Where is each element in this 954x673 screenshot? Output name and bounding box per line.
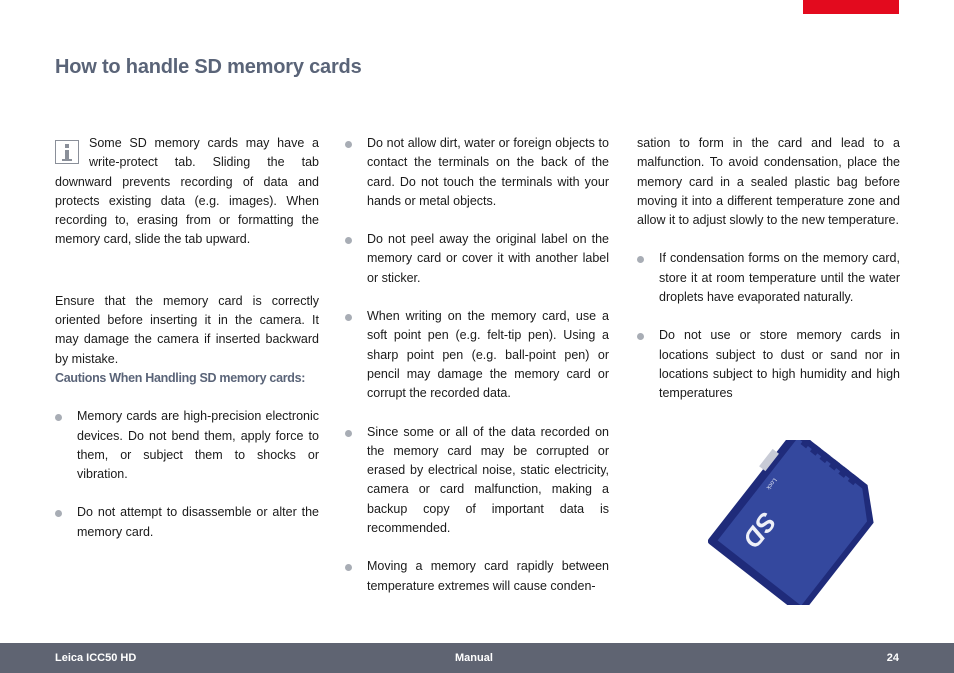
bullet-text: Do not use or store memory cards in locations subject to dust or sand nor in locations subject to high humidity and high temperatures [659,328,900,401]
bullet-text: Do not allow dirt, water or foreign objects to contact the terminals on the back of the card. Do not touch the terminals with your hands or metal objects. [367,136,609,208]
bullet-item [345,134,609,211]
bullet-item [637,326,900,403]
bullet-item [55,407,319,484]
sd-logo: SD [736,506,783,554]
bullet-item [55,503,319,542]
orientation-text: Ensure that the memory card is correctly oriented before inserting it in the camera. It may damage the camera if inserted backward by mistake. [55,293,319,366]
bullet-item [345,307,609,403]
sd-card-illustration [708,440,888,605]
bullet-item [637,249,900,307]
lock-label: Lock [764,476,778,491]
page-footer [0,643,954,673]
info-text: Some SD memory cards may have a write-protect tab. Sliding the tab downward prevents recording of data and protects existing data (e.g. images). When recording to, erasing from or formatting the memory card, slide the tab upward. [55,136,319,247]
red-accent-tab [803,0,899,14]
info-icon [55,140,79,164]
column-3 [637,134,900,423]
bullet-text: Moving a memory card rapidly between temperature extremes will cause conden- [367,559,609,593]
column-1 [55,134,319,561]
footer-section: Manual [455,652,493,664]
bullet-text: When writing on the memory card, use a soft point pen (e.g. felt-tip pen). Using a sharp point pen (e.g. ball-point pen) or pencil may damage the memory card or corrupt the recorded data. [367,309,609,401]
bullet-text: Do not peel away the original label on the memory card or cover it with another label or sticker. [367,232,609,285]
page-number: 24 [886,652,899,664]
column-2 [345,134,609,615]
page-title: How to handle SD memory cards [55,56,362,78]
bullet-item [345,423,609,539]
info-note [55,134,319,250]
bullet-item [345,557,609,596]
bullet-text: If condensation forms on the memory card, store it at room temperature until the water droplets have evaporated naturally. [659,251,900,305]
bullet-text: Memory cards are high-precision electronic devices. Do not bend them, apply force to them, or subject them to shocks or vibration. [77,409,319,482]
bullet-text: Do not attempt to disassemble or alter the memory card. [77,505,319,539]
cautions-heading: Cautions When Handling SD memory cards: [55,370,306,385]
continuation-text: sation to form in the card and lead to a malfunction. To avoid condensation, place the memory card in a sealed plastic bag before moving it into a different temperature zone and allow it to adjust slowly to the new temperature. [637,136,900,228]
bullet-item [345,230,609,288]
sd-card-face [718,440,882,605]
bullet-text: Since some or all of the data recorded on the memory card may be corrupted or erased by electrical noise, static electricity, camera or card malfunction, making a backup copy of important data is recommended. [367,424,609,536]
footer-product: Leica ICC50 HD [55,652,137,664]
